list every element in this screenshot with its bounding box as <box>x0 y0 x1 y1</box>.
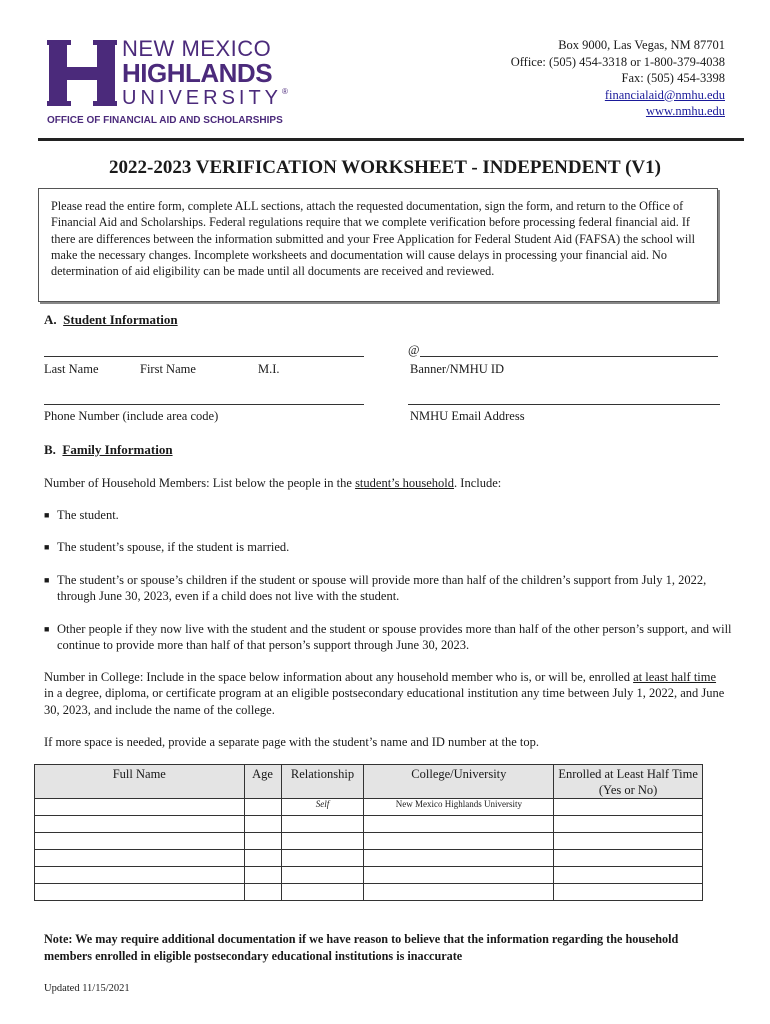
table-row <box>35 833 703 850</box>
more-space-note: If more space is needed, provide a separate page with the student’s name and ID number at the top. <box>44 735 539 749</box>
table-row <box>35 884 703 901</box>
cell-relationship[interactable] <box>281 833 364 850</box>
cell-age[interactable] <box>244 867 281 884</box>
household-link: student’s household <box>355 476 455 490</box>
table-header-row <box>35 765 703 799</box>
mi-label: M.I. <box>258 362 280 376</box>
cell-age[interactable] <box>244 850 281 867</box>
phone-input-line[interactable] <box>44 404 364 405</box>
cell-college[interactable] <box>364 816 554 833</box>
cell-full-name[interactable] <box>35 816 245 833</box>
household-college-table <box>34 764 703 901</box>
office-phone: Office: (505) 454-3318 or 1-800-379-4038 <box>510 54 725 69</box>
last-name-label: Last Name <box>44 362 99 376</box>
bullet-square-icon: ■ <box>44 510 50 520</box>
table-row <box>35 867 703 884</box>
college-suffix: in a degree, diploma, or certificate program at an eligible postsecondary educational institution any time between July 1, 2022, and June 30, 2023, and include the name of the college. <box>44 686 725 717</box>
header-full-name: Full Name <box>35 765 245 799</box>
cell-full-name[interactable] <box>35 850 245 867</box>
bullet-text: Other people if they now live with the student and the student or spouse provides more than half of the other person’s support, and will continue to provide more than half of that person’s support through June 30, 2023. <box>57 622 732 653</box>
header-divider <box>38 138 744 141</box>
cell-enrolled[interactable] <box>554 867 703 884</box>
bullet-square-icon: ■ <box>44 542 50 552</box>
header-relationship: Relationship <box>281 765 364 799</box>
section-a-title: Student Information <box>63 312 178 327</box>
page-title: 2022-2023 VERIFICATION WORKSHEET - INDEPENDENT (V1) <box>109 157 661 178</box>
bullet-text: The student’s or spouse’s children if the student or spouse will provide more than half of the children’s support from July 1, 2022, through June 30, 2023, even if a child does not live with the student. <box>57 573 707 604</box>
bullet-item <box>44 507 737 523</box>
cell-relationship[interactable] <box>281 884 364 901</box>
table-row <box>35 799 703 816</box>
header-college: College/University <box>364 765 554 799</box>
banner-id-label: Banner/NMHU ID <box>410 362 505 376</box>
cell-full-name[interactable] <box>35 867 245 884</box>
phone-label: Phone Number (include area code) <box>44 409 219 423</box>
college-prefix: Number in College: Include in the space below information about any household member who is, or will be, enrolled <box>44 670 634 684</box>
bullet-square-icon: ■ <box>44 624 50 634</box>
email-label: NMHU Email Address <box>410 409 525 423</box>
cell-age[interactable] <box>244 833 281 850</box>
section-a-heading <box>44 312 178 328</box>
registered-mark: ® <box>282 87 288 96</box>
email-link[interactable]: financialaid@nmhu.edu <box>604 87 725 102</box>
cell-college: New Mexico Highlands University <box>364 799 554 816</box>
cell-enrolled[interactable] <box>554 850 703 867</box>
cell-college[interactable] <box>364 850 554 867</box>
cell-relationship[interactable] <box>281 867 364 884</box>
table-row <box>35 850 703 867</box>
instructions-box <box>38 188 718 302</box>
section-b-title: Family Information <box>62 442 173 457</box>
at-sign: @ <box>408 343 420 357</box>
cell-full-name[interactable] <box>35 884 245 901</box>
cell-relationship[interactable] <box>281 850 364 867</box>
bullet-item <box>44 572 737 605</box>
household-prefix: Number of Household Members: List below the people in the <box>44 476 356 490</box>
cell-enrolled[interactable] <box>554 884 703 901</box>
nmhu-h-logo-icon <box>47 38 119 108</box>
email-input-line[interactable] <box>408 404 720 405</box>
instructions-text: Please read the entire form, complete ALL sections, attach the requested documentation, sign the form, and return to the Office of Financial Aid and Scholarships. Federal regulations require that we complete verification before processing federal financial aid. If there are differences between the information submitted and your Free Application for Federal Student Aid (FAFSA) the school will make the necessary changes. Incomplete worksheets and documentation will cause delays in processing your financial aid. No determination of aid eligibility can be made until all documents are received and reviewed. <box>51 199 695 279</box>
name-input-line[interactable] <box>44 356 364 357</box>
cell-age[interactable] <box>244 816 281 833</box>
cell-relationship[interactable] <box>281 816 364 833</box>
cell-enrolled[interactable] <box>554 799 703 816</box>
fax: Fax: (505) 454-3398 <box>621 71 725 85</box>
bullet-item <box>44 621 737 654</box>
contact-block <box>511 37 725 120</box>
bullet-square-icon: ■ <box>44 575 50 585</box>
logo-line-3 <box>122 87 288 110</box>
office-name: OFFICE OF FINANCIAL AID AND SCHOLARSHIPS <box>47 115 283 126</box>
cell-enrolled[interactable] <box>554 833 703 850</box>
cell-relationship: Self <box>281 799 364 816</box>
college-instructions <box>44 669 726 718</box>
cell-college[interactable] <box>364 884 554 901</box>
table-row <box>35 816 703 833</box>
household-suffix: . Include: <box>454 476 502 490</box>
first-name-label: First Name <box>140 362 196 376</box>
banner-id-input-line[interactable] <box>420 356 718 357</box>
college-underline: at least half time <box>633 670 717 684</box>
documentation-note: Note: We may require additional documentation if we have reason to believe that the information regarding the household members enrolled in eligible postsecondary educational institutions is inaccurate <box>44 932 679 963</box>
logo-line-2: HIGHLANDS <box>122 58 273 88</box>
household-instructions <box>44 475 724 491</box>
header-enrolled: Enrolled at Least Half Time (Yes or No) <box>554 765 703 799</box>
logo-line-3-text: UNIVERSITY <box>122 87 283 109</box>
header-age: Age <box>244 765 281 799</box>
website-link[interactable]: www.nmhu.edu <box>645 104 725 118</box>
cell-full-name[interactable] <box>35 833 245 850</box>
cell-college[interactable] <box>364 833 554 850</box>
address: Box 9000, Las Vegas, NM 87701 <box>558 38 725 52</box>
bullet-text: The student. <box>57 508 119 522</box>
bullet-text: The student’s spouse, if the student is married. <box>57 540 290 554</box>
cell-age[interactable] <box>244 884 281 901</box>
updated-date: Updated 11/15/2021 <box>44 983 130 994</box>
section-b-letter: B. <box>44 442 56 457</box>
cell-enrolled[interactable] <box>554 816 703 833</box>
cell-age[interactable] <box>244 799 281 816</box>
bullet-item <box>44 539 737 555</box>
logo-line-1: NEW MEXICO <box>122 36 272 61</box>
section-b-heading <box>44 442 173 458</box>
cell-full-name[interactable] <box>35 799 245 816</box>
section-a-letter: A. <box>44 312 57 327</box>
cell-college[interactable] <box>364 867 554 884</box>
